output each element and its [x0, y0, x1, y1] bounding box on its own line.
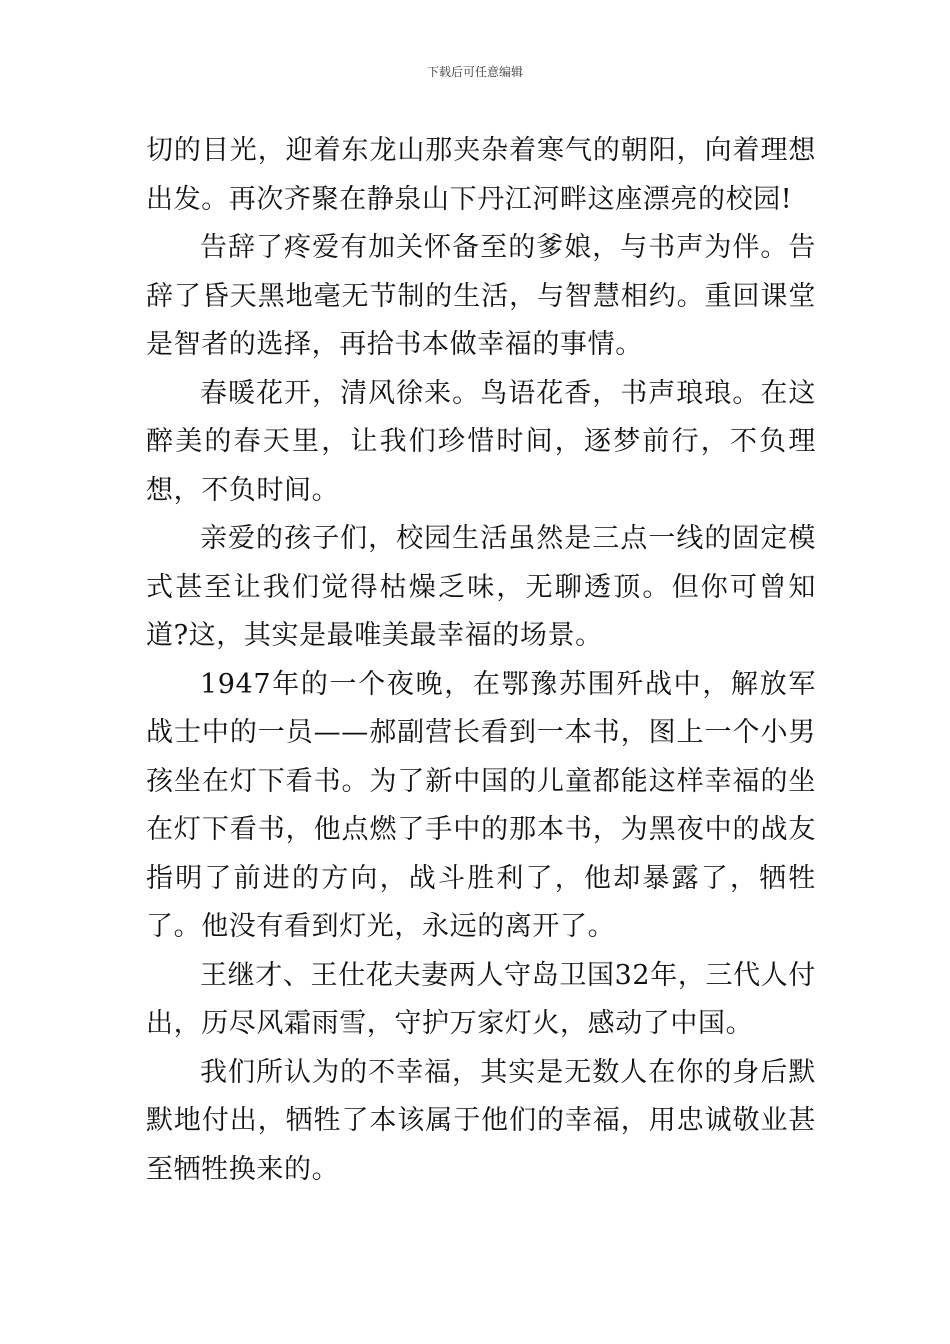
paragraph: 告辞了疼爱有加关怀备至的爹娘，与书声为伴。告辞了昏天黑地毫无节制的生活，与智慧相约。重回课堂是智者的选择，再拾书本做幸福的事情。 — [146, 232, 816, 360]
paragraph: 王继才、王仕花夫妻两人守岛卫国32年，三代人付出，历尽风霜雨雪，守护万家灯火，感动了中国。 — [146, 959, 816, 1039]
paragraph: 我们所认为的不幸福，其实是无数人在你的身后默默地付出，牺牲了本该属于他们的幸福，用忠诚敬业甚至牺牲换来的。 — [146, 1056, 816, 1185]
document-body — [146, 127, 816, 1194]
paragraph-continued: 切的目光，迎着东龙山那夹杂着寒气的朝阳，向着理想出发。再次齐聚在静泉山下丹江河畔这座漂亮的校园! — [146, 135, 816, 215]
paragraph: 1947年的一个夜晚，在鄂豫苏围歼战中，解放军战士中的一员——郝副营长看到一本书，图上一个小男孩坐在灯下看书。为了新中国的儿童都能这样幸福的坐在灯下看书，他点燃了手中的那本书，为黑夜中的战友指明了前进的方向，战斗胜利了，他却暴露了，牺牲了。他没有看到灯光，永远的离开了。 — [146, 668, 816, 942]
paragraph: 春暖花开，清风徐来。鸟语花香，书声琅琅。在这醉美的春天里，让我们珍惜时间，逐梦前行，不负理想，不负时间。 — [146, 377, 816, 506]
page-header-note: 下载后可任意编辑 — [426, 65, 523, 79]
paragraph: 亲爱的孩子们，校园生活虽然是三点一线的固定模式甚至让我们觉得枯燥乏味，无聊透顶。但你可曾知道?这，其实是最唯美最幸福的场景。 — [146, 523, 816, 651]
